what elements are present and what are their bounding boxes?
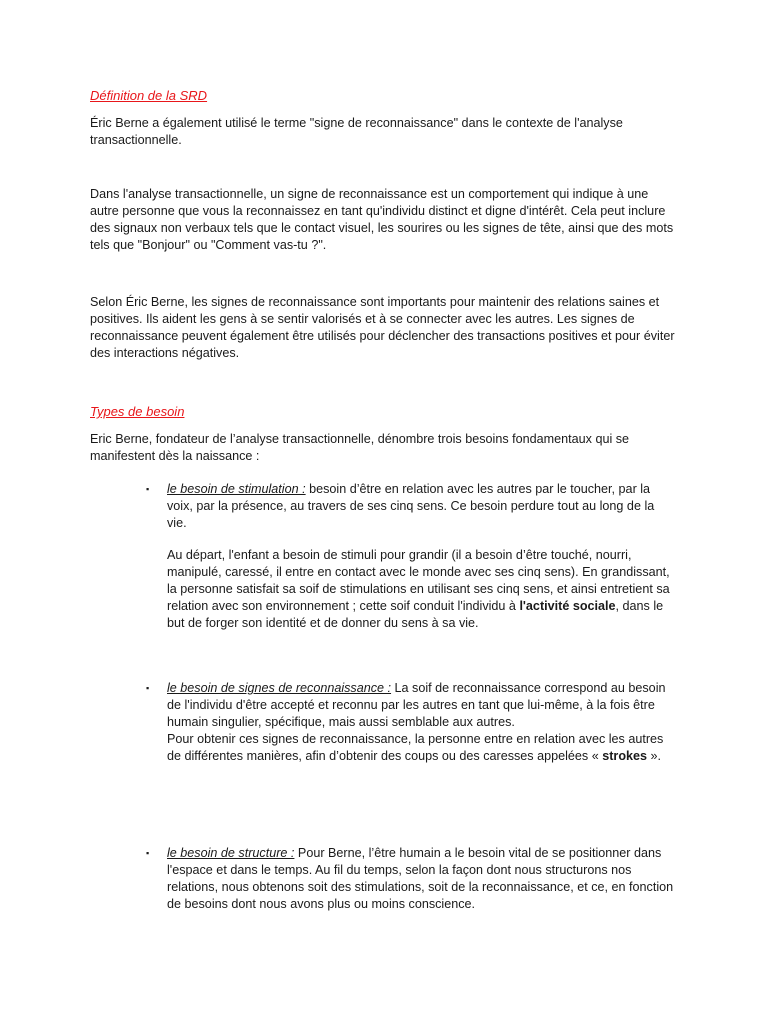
term-structure: le besoin de structure : xyxy=(167,846,295,860)
list-item-reconnaissance xyxy=(167,680,677,731)
heading-types-besoin: Types de besoin xyxy=(90,404,185,419)
paragraph-definition: Dans l'analyse transactionnelle, un signe de reconnaissance est un comportement qui indique à une autre personne que vous la reconnaissez en tant qu'individu distinct et digne d'intérêt. Cela peut inclure des signaux non verbaux tels que le contact visuel, les sourires ou les signes de tête, ainsi que des mots tels que "Bonjour" ou "Comment vas-tu ?". xyxy=(90,187,674,252)
list-item-structure xyxy=(167,845,677,913)
text-structure: Pour Berne, l’être humain a le besoin vital de se positionner dans l'espace et dans le temps. Au fil du temps, selon la façon dont nous structurons nos relations, nous obtenons soit des stimulations, soit de la reconnaissance, et ce, en fonction de besoins dont nous avons plus ou moins conscience. xyxy=(167,846,674,911)
term-reconnaissance: le besoin de signes de reconnaissance : xyxy=(167,681,392,695)
text-reconnaissance: La soif de reconnaissance correspond au besoin de l'individu d'être accepté et reconnu par les autres en tant que lui-même, à la fois être humain singulier, spécifique, mais aussi semblable aux autres. xyxy=(167,681,666,729)
bullet-marker: ▪ xyxy=(146,683,150,693)
paragraph-importance: Selon Éric Berne, les signes de reconnaissance sont importants pour maintenir des relations saines et positives. Ils aident les gens à se sentir valorisés et à se connecter avec les autres. Les signes de reconnaissance peuvent également être utilisés pour déclencher des transactions positives et pour éviter des interactions négatives. xyxy=(90,295,675,360)
bold-activite-sociale: l'activité sociale xyxy=(519,599,616,613)
list-item-stimulation xyxy=(167,481,677,532)
text-stimulation: besoin d’être en relation avec les autres par le toucher, par la voix, par la présence, au travers de ses cinq sens. Ce besoin perdure tout au long de la vie. xyxy=(167,482,655,530)
heading-definition-srd: Définition de la SRD xyxy=(90,88,208,103)
bullet-marker: ▪ xyxy=(146,848,150,858)
paragraph-intro: Éric Berne a également utilisé le terme "signe de reconnaissance" dans le contexte de l'analyse transactionnelle. xyxy=(90,116,623,147)
bold-strokes: strokes xyxy=(602,749,648,763)
bullet-marker: ▪ xyxy=(146,484,150,494)
paragraph-types-intro: Eric Berne, fondateur de l’analyse transactionnelle, dénombre trois besoins fondamentaux qui se manifestent dès la naissance : xyxy=(90,432,630,463)
list-item-reconnaissance-detail: Pour obtenir ces signes de reconnaissance, la personne entre en relation avec les autres de différentes manières, afin d’obtenir des coups ou des caresses appelées « strokes ». xyxy=(167,732,664,763)
list-item-stimulation-detail: Au départ, l'enfant a besoin de stimuli pour grandir (il a besoin d’être touché, nourri, manipulé, caressé, il entre en contact avec le monde avec ses cinq sens). En grandissant, la personne satisfait sa soif de stimulations en utilisant ses cinq sens, et ainsi entretient sa relation avec son environnement ; cette soif conduit l'individu à l'activité sociale, dans le but de forger son identité et de donner du sens à sa vie. xyxy=(167,548,670,630)
term-stimulation: le besoin de stimulation : xyxy=(167,482,306,496)
